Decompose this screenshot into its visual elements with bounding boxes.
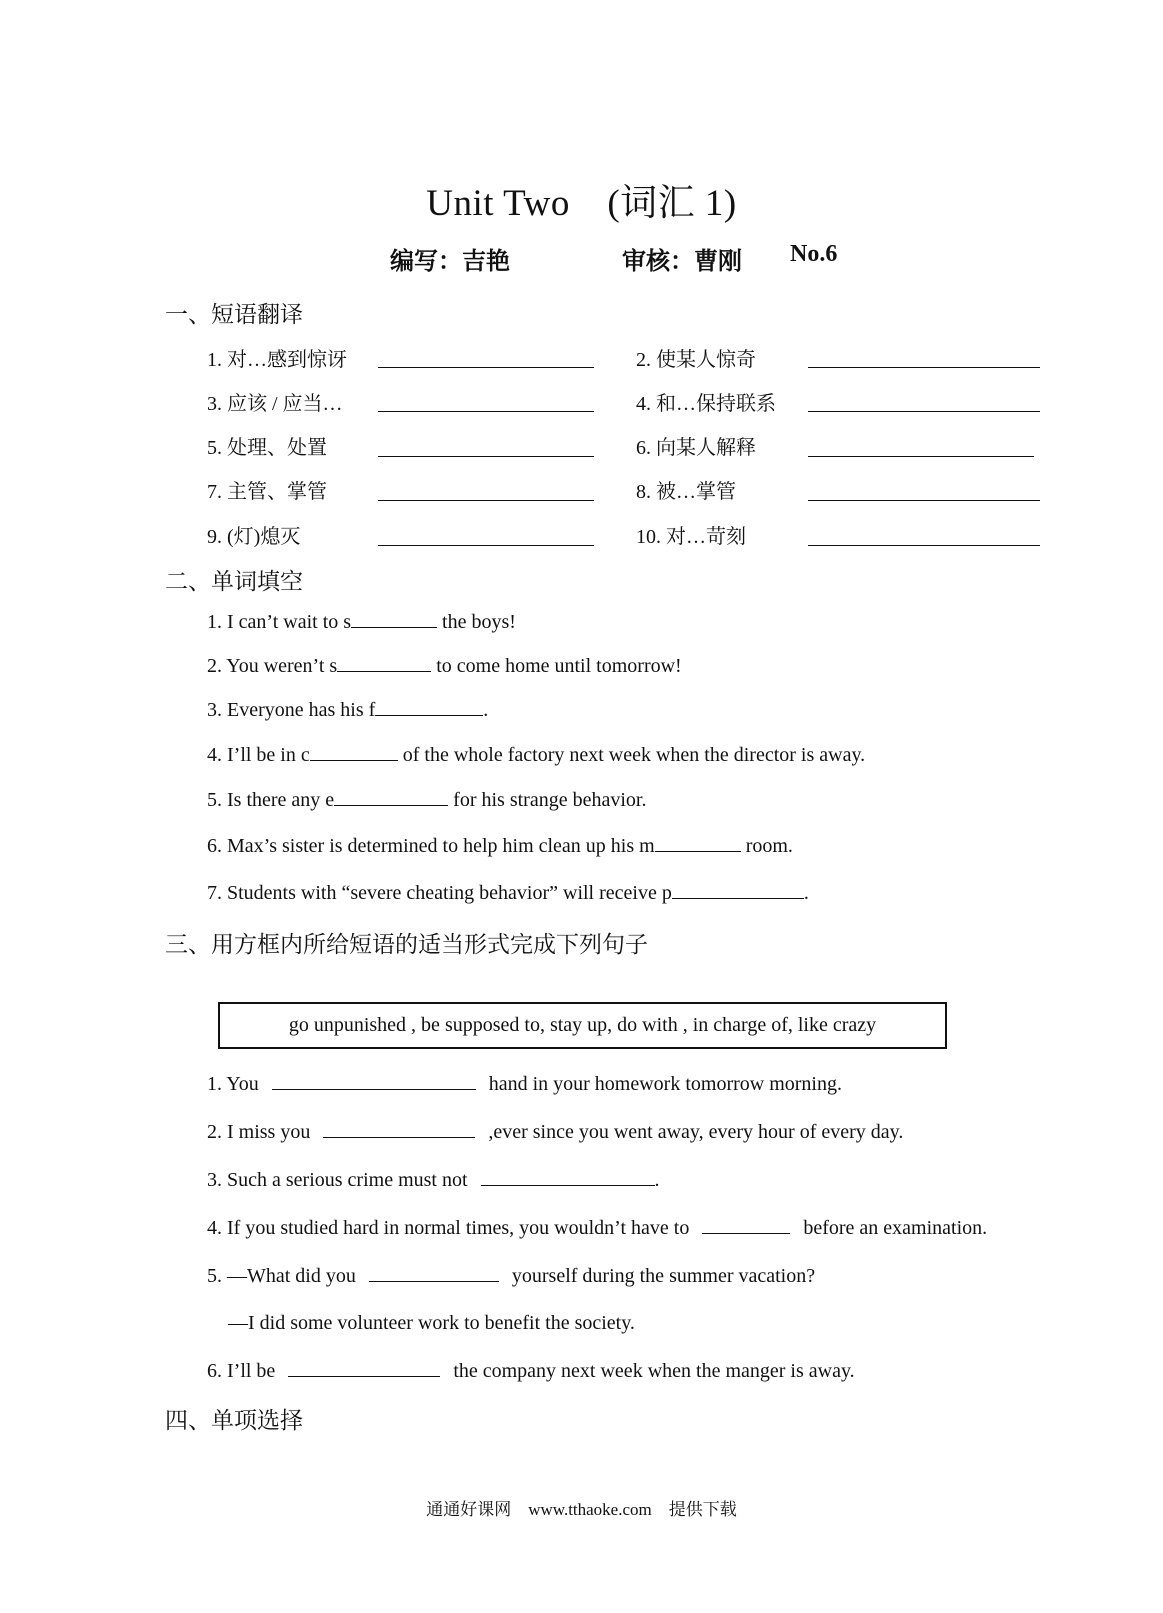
phrase-item: 5. 处理、处置 — [207, 437, 327, 459]
sentence-question — [207, 1073, 842, 1096]
question-text: for his strange behavior. — [448, 789, 647, 811]
fill-word-question — [207, 882, 809, 905]
question-text: 2. You weren’t s — [207, 655, 338, 677]
fill-word-question — [207, 789, 646, 812]
answer-line-text: —I did some volunteer work to benefit the society. — [228, 1312, 635, 1334]
question-text: 1. I can’t wait to s — [207, 611, 352, 633]
answer-blank[interactable] — [378, 367, 594, 368]
fill-word-question — [207, 835, 793, 858]
answer-blank[interactable] — [337, 670, 431, 672]
fill-word-question — [207, 699, 488, 722]
section3-heading: 三、用方框内所给短语的适当形式完成下列句子 — [165, 932, 648, 958]
answer-blank[interactable] — [375, 714, 483, 716]
answer-blank[interactable] — [672, 897, 804, 899]
question-text: hand in your homework tomorrow morning. — [488, 1073, 842, 1095]
question-text: 4. If you studied hard in normal times, you wouldn’t have to — [207, 1217, 690, 1239]
question-text: the boys! — [437, 611, 516, 633]
answer-blank[interactable] — [378, 411, 594, 412]
answer-blank[interactable] — [808, 456, 1034, 457]
question-text: of the whole factory next week when the director is away. — [397, 744, 866, 766]
answer-blank[interactable] — [808, 545, 1040, 546]
sentence-question — [207, 1265, 815, 1288]
question-text: 6. I’ll be — [207, 1360, 276, 1382]
section1-heading: 一、短语翻译 — [165, 302, 303, 328]
question-text: . — [483, 699, 489, 721]
question-text: 4. I’ll be in c — [207, 744, 310, 766]
question-text: yourself during the summer vacation? — [511, 1265, 816, 1287]
phrase-item: 6. 向某人解释 — [636, 437, 756, 459]
answer-blank[interactable] — [369, 1280, 499, 1282]
question-text: 7. Students with “severe cheating behavior” will receive p — [207, 882, 672, 904]
reviewer-label: 审核：曹刚 — [622, 247, 742, 275]
answer-blank[interactable] — [378, 545, 594, 546]
question-text: 3. Such a serious crime must not — [207, 1169, 468, 1191]
editor-label: 编写：吉艳 — [390, 247, 510, 275]
phrase-item: 9. (灯)熄灭 — [207, 526, 301, 548]
question-text: before an examination. — [803, 1217, 988, 1239]
question-text: room. — [740, 835, 793, 857]
answer-blank[interactable] — [334, 804, 448, 806]
sentence-question — [207, 1121, 903, 1144]
section4-heading: 四、单项选择 — [165, 1408, 303, 1434]
page-title: Unit Two (词汇 1) — [426, 183, 737, 224]
section2-heading: 二、单词填空 — [165, 569, 303, 595]
sentence-question — [207, 1217, 987, 1240]
answer-blank[interactable] — [808, 367, 1040, 368]
document-number: No.6 — [790, 241, 838, 267]
fill-word-question — [207, 611, 516, 634]
question-text: 2. I miss you — [207, 1121, 311, 1143]
fill-word-question — [207, 655, 682, 678]
phrase-item: 3. 应该 / 应当… — [207, 393, 343, 415]
answer-blank[interactable] — [351, 626, 437, 628]
answer-blank[interactable] — [272, 1088, 476, 1090]
answer-blank[interactable] — [288, 1375, 440, 1377]
phrase-item: 1. 对…感到惊讶 — [207, 349, 347, 371]
question-text: to come home until tomorrow! — [431, 655, 682, 677]
question-text: ,ever since you went away, every hour of every day. — [488, 1121, 904, 1143]
answer-blank[interactable] — [481, 1184, 655, 1186]
phrase-item: 4. 和…保持联系 — [636, 393, 776, 415]
answer-blank[interactable] — [702, 1232, 790, 1234]
phrase-item: 2. 使某人惊奇 — [636, 349, 756, 371]
phrase-box: go unpunished , be supposed to, stay up, do with , in charge of, like crazy — [218, 1002, 947, 1049]
question-text: 1. You — [207, 1073, 259, 1095]
question-text: 5. Is there any e — [207, 789, 335, 811]
answer-blank[interactable] — [323, 1136, 475, 1138]
answer-blank[interactable] — [808, 500, 1040, 501]
question-text: the company next week when the manger is away. — [453, 1360, 855, 1382]
phrase-item: 10. 对…苛刻 — [636, 526, 746, 548]
fill-word-question — [207, 744, 865, 767]
phrase-item: 7. 主管、掌管 — [207, 481, 327, 503]
answer-blank[interactable] — [310, 759, 398, 761]
answer-blank[interactable] — [808, 411, 1040, 412]
sentence-question — [207, 1360, 855, 1383]
phrase-item: 8. 被…掌管 — [636, 481, 736, 503]
answer-blank[interactable] — [378, 500, 594, 501]
sentence-question — [207, 1169, 660, 1192]
answer-blank[interactable] — [655, 850, 741, 852]
question-text: 6. Max’s sister is determined to help him clean up his m — [207, 835, 655, 857]
answer-blank[interactable] — [378, 456, 594, 457]
question-text: . — [654, 1169, 660, 1191]
footer-source: 通通好课网 www.tthaoke.com 提供下载 — [426, 1500, 737, 1519]
question-text: 5. —What did you — [207, 1265, 356, 1287]
question-text: . — [803, 882, 809, 904]
question-text: 3. Everyone has his f — [207, 699, 376, 721]
